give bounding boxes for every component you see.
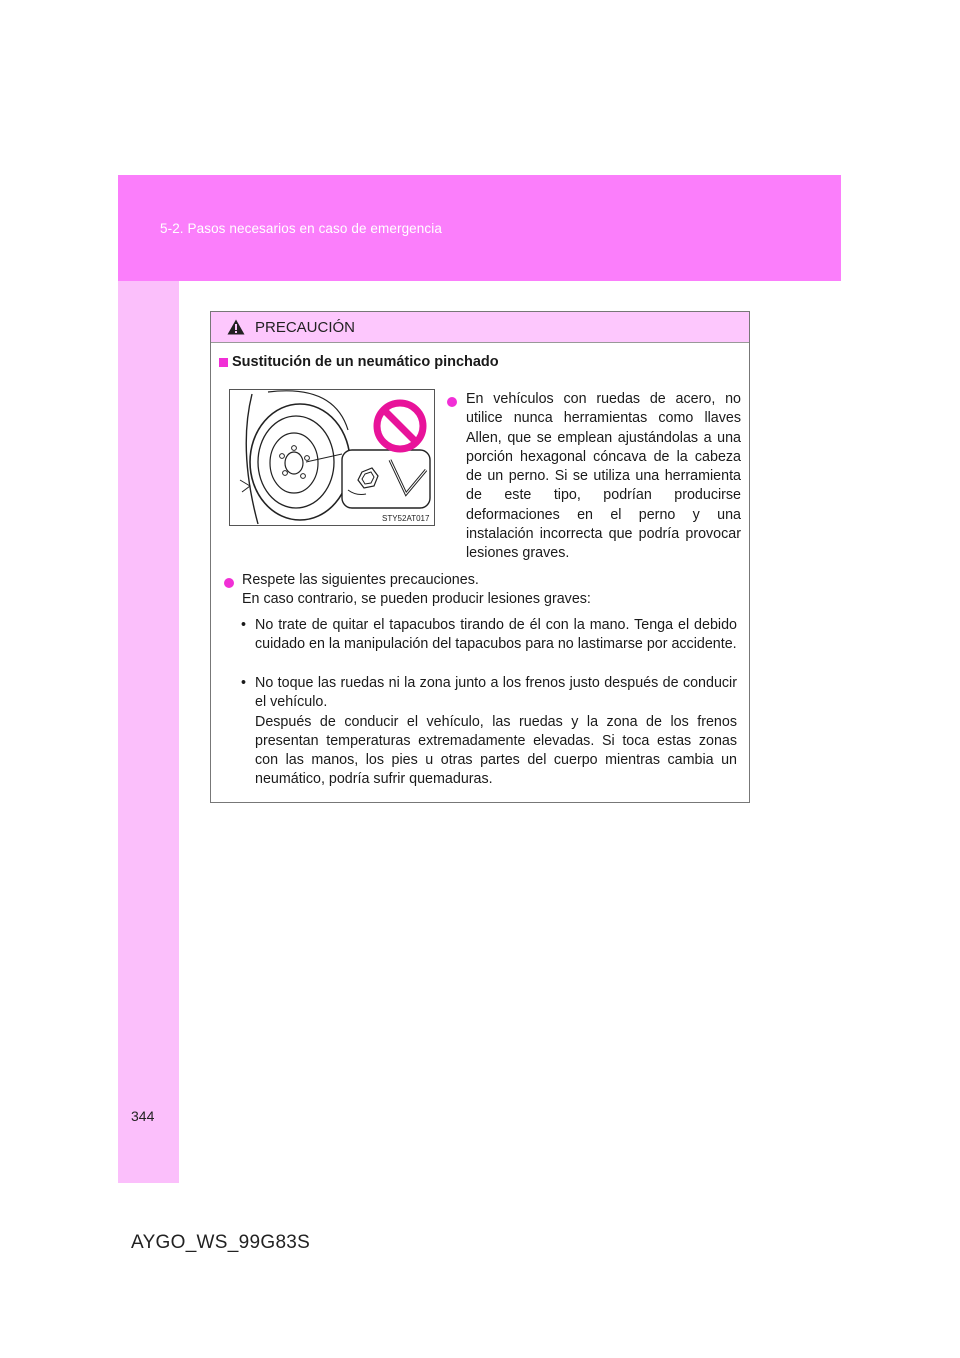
section-title: 5-2. Pasos necesarios en caso de emergencia xyxy=(160,221,442,236)
document-code: AYGO_WS_99G83S xyxy=(131,1232,311,1253)
sub-item-1 xyxy=(241,616,737,655)
page-number: 344 xyxy=(131,1108,155,1124)
figure-code: STY52AT017 xyxy=(382,514,430,523)
caution-header xyxy=(211,312,749,343)
sub-item-bullet: • xyxy=(241,675,247,691)
sub-item-bullet: • xyxy=(241,617,247,633)
sub-item-2-detail: Después de conducir el vehículo, las ruedas y la zona de los frenos presentan temperaturas extremadamente elevadas. Si toca estas zonas con las manos, los pies u otras partes del cuerpo mientras cambia un neumático, podría sufrir quemaduras. xyxy=(255,713,737,788)
sub-heading xyxy=(219,354,499,370)
caution-box xyxy=(210,311,750,803)
side-band xyxy=(118,281,179,1183)
item-2-line-1: Respete las siguientes precauciones. xyxy=(242,572,479,588)
item-2-line-2: En caso contrario, se pueden producir lesiones graves: xyxy=(242,591,591,607)
sub-item-1-text: No trate de quitar el tapacubos tirando de él con la mano. Tenga el debido cuidado en la manipulación del tapacubos para no lastimarse por accidente. xyxy=(255,617,737,653)
sub-item-2-text: No toque las ruedas ni la zona junto a los frenos justo después de conducir el vehículo. xyxy=(255,675,737,711)
sub-heading-text: Sustitución de un neumático pinchado xyxy=(232,354,499,370)
square-bullet-icon xyxy=(219,358,228,367)
round-bullet-icon xyxy=(224,578,234,588)
sub-item-2 xyxy=(241,674,737,790)
round-bullet-icon xyxy=(447,397,457,407)
wheel-illustration xyxy=(229,389,435,526)
warning-icon xyxy=(227,319,245,335)
caution-title: PRECAUCIÓN xyxy=(255,318,356,336)
item-1-text: En vehículos con ruedas de acero, no utilice nunca herramientas como llaves Allen, que se emplean ajustándolas a una porción hexagonal cóncava de la cabeza de un perno. Si se utiliza una herramienta de este tipo, podrían producirse deformaciones en el perno y una instalación incorrecta que podría provocar lesiones graves. xyxy=(466,391,741,562)
wheel-wrench-drawing xyxy=(230,390,434,525)
